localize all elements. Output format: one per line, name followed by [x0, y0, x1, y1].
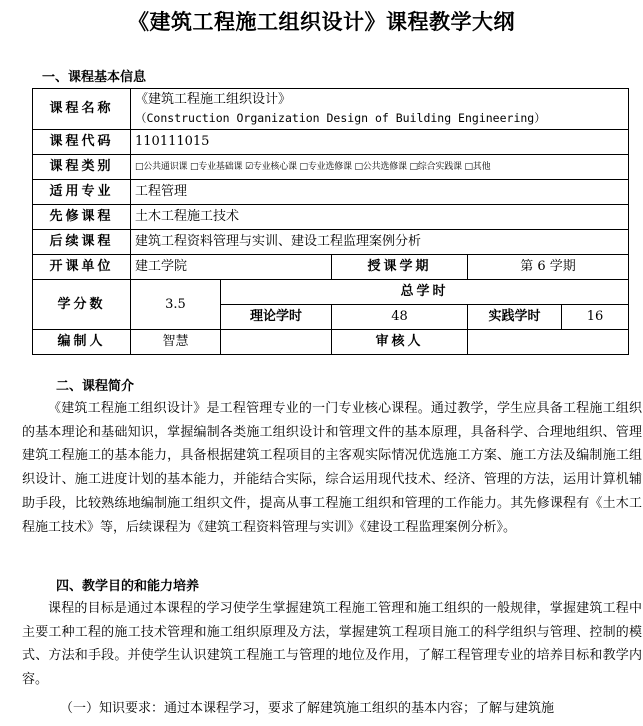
row-course-name — [33, 89, 629, 130]
value-course-types — [131, 155, 629, 180]
value-editor: 智慧 — [131, 330, 221, 355]
course-name-en: （Construction Organization Design of Building Engineering） — [135, 111, 546, 125]
label-reviewer: 审核人 — [332, 330, 468, 355]
course-type-option: □专业基础课 — [189, 162, 243, 172]
row-course-type — [33, 155, 629, 180]
row-course-code — [33, 130, 629, 155]
course-type-option: □公共选修课 — [354, 162, 407, 172]
value-major: 工程管理 — [131, 180, 629, 205]
value-dept: 建工学院 — [131, 255, 332, 280]
section-heading-objectives: 四、教学目的和能力培养 — [56, 579, 200, 594]
course-type-option-selected: ☑专业核心课 — [244, 162, 297, 172]
label-credits: 学分数 — [33, 280, 131, 330]
value-theory-hours: 48 — [332, 305, 468, 330]
row-followup — [33, 230, 629, 255]
label-total-hours: 总学时 — [221, 280, 629, 305]
intro-paragraph: 《建筑工程施工组织设计》是工程管理专业的一门专业核心课程。通过教学，学生应具备工程施工组织的基本理论和基础知识，掌握编制各类施工组织设计和管理文件的基本原理，具备科学、合理地组织、管理建筑工程施工的基本能力，具备根据建筑工程项目的主客观实际情况优选施工方案、施工方法及编制施工组织设计、施工进度计划的基本能力，并能结合实际，综合运用现代技术、经济、管理的方法，运用计算机辅助手段，比较熟练地编制施工组织文件，提高从事工程施工组织和管理的工作能力。其先修课程有《土木工程施工技术》等，后续课程为《建筑工程资料管理与实训》《建设工程监理案例分析》。 — [22, 401, 642, 535]
value-reviewer — [468, 330, 629, 355]
course-type-option: □其他 — [464, 162, 491, 172]
label-followup: 后续课程 — [33, 230, 131, 255]
row-dept — [33, 255, 629, 280]
value-course-code: 110111015 — [131, 130, 629, 155]
label-course-type: 课程类别 — [33, 155, 131, 180]
course-type-option: □综合实践课 — [409, 162, 462, 172]
label-semester: 授课学期 — [332, 255, 468, 280]
label-editor: 编制人 — [33, 330, 131, 355]
empty-cell — [221, 330, 332, 355]
label-major: 适用专业 — [33, 180, 131, 205]
value-practice-hours: 16 — [562, 305, 629, 330]
value-followup: 建筑工程资料管理与实训、建设工程监理案例分析 — [131, 230, 629, 255]
label-dept: 开课单位 — [33, 255, 131, 280]
value-course-name — [131, 89, 629, 130]
course-type-option: □专业选修课 — [299, 162, 352, 172]
row-major — [33, 180, 629, 205]
knowledge-requirement-line: （一）知识要求：通过本课程学习，要求了解建筑施工组织的基本内容；了解与建筑施 — [60, 701, 555, 716]
row-total-hours — [33, 280, 629, 305]
value-semester: 第 6 学期 — [468, 255, 629, 280]
label-practice-hours: 实践学时 — [468, 305, 562, 330]
label-course-name: 课程名称 — [33, 89, 131, 130]
course-info-table — [32, 88, 629, 355]
section-heading-basic-info: 一、课程基本信息 — [42, 70, 147, 85]
row-prereq — [33, 205, 629, 230]
course-name-cn: 《建筑工程施工组织设计》 — [135, 92, 292, 107]
row-editor — [33, 330, 629, 355]
objectives-paragraph: 课程的目标是通过本课程的学习使学生掌握建筑工程施工管理和施工组织的一般规律，掌握建筑工程中主要工种工程的施工技术管理和施工组织原理及方法，掌握建筑工程项目施工的科学组织与管理、控制的模式、方法和手段。并使学生认识建筑工程施工与管理的地位及作用，了解工程管理专业的培养目标和教学内容。 — [22, 601, 642, 688]
value-prereq: 土木工程施工技术 — [131, 205, 629, 230]
label-course-code: 课程代码 — [33, 130, 131, 155]
label-theory-hours: 理论学时 — [221, 305, 332, 330]
value-credits: 3.5 — [131, 280, 221, 330]
section-heading-intro: 二、课程简介 — [56, 379, 135, 394]
label-prereq: 先修课程 — [33, 205, 131, 230]
document-title: 《建筑工程施工组织设计》课程教学大纲 — [128, 10, 515, 34]
course-type-option: □公共通识课 — [135, 162, 188, 172]
